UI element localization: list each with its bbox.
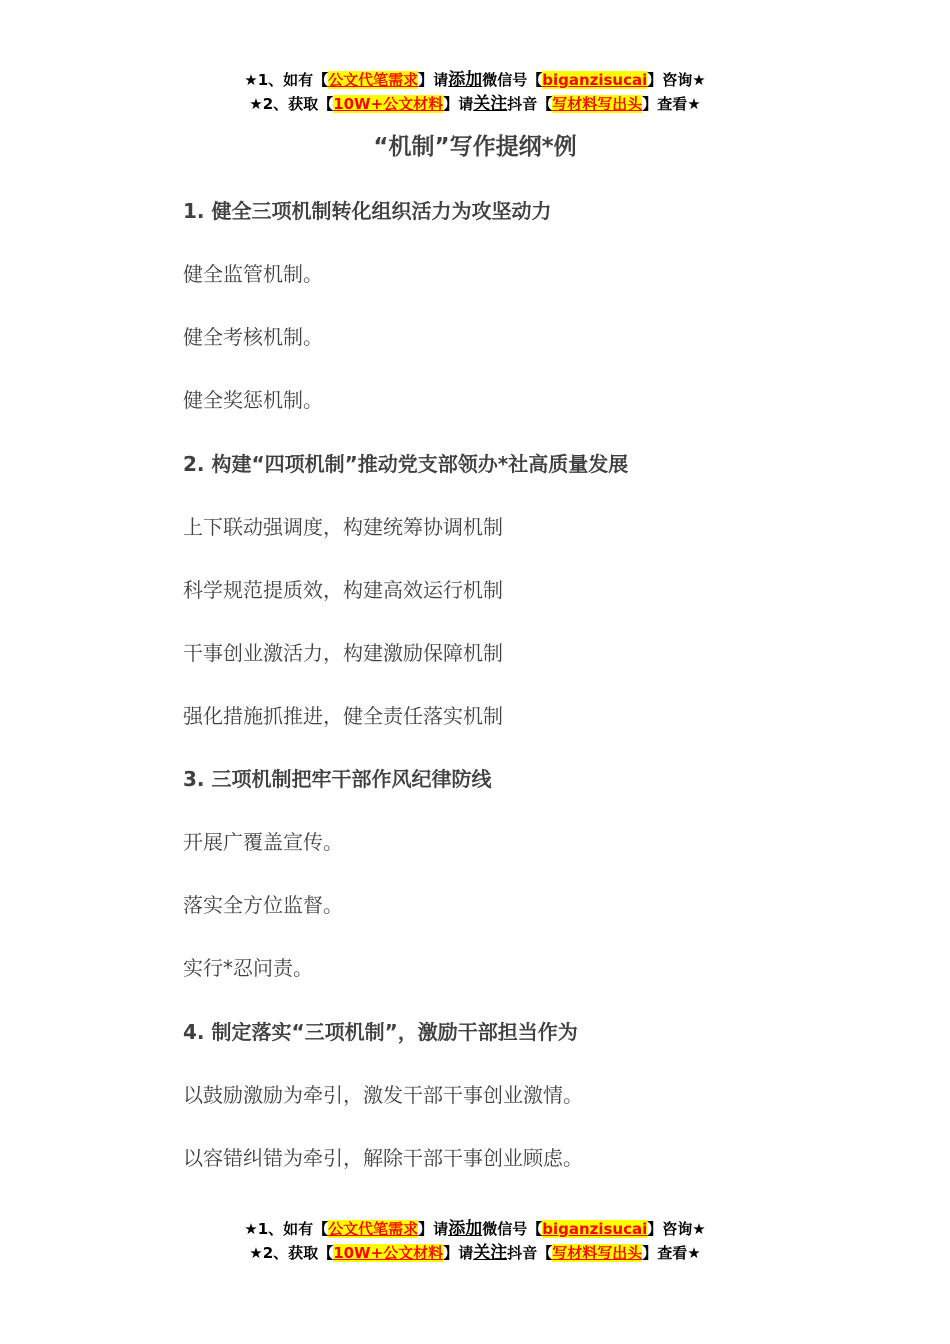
banner-emphasis: 添加 [448,1219,483,1239]
banner-line-2 [0,1241,950,1265]
banner-text: 抖音【 [507,95,553,113]
banner-line-1 [0,1217,950,1241]
banner-line-1 [0,68,950,92]
banner-text: ★1、如有【 [244,71,329,89]
section-item: 健全考核机制。 [183,325,323,349]
banner-highlight: 10W+公文材料 [333,95,444,113]
header-banner [0,68,950,116]
section-item: 以容错纠错为牵引，解除干部干事创业顾虑。 [183,1146,583,1170]
banner-text: 抖音【 [507,1244,553,1262]
section-item: 以鼓励激励为牵引，激发干部干事创业激情。 [183,1083,583,1107]
banner-text: 】查看★ [642,95,701,113]
banner-emphasis: 关注 [473,94,508,114]
banner-text: 】请 [443,95,474,113]
banner-highlight: 公文代笔需求 [328,71,419,89]
banner-text: 】请 [418,1220,449,1238]
banner-line-2 [0,92,950,116]
banner-text: 微信号【 [482,71,543,89]
banner-text: ★1、如有【 [244,1220,329,1238]
section-heading: 4. 制定落实“三项机制”，激励干部担当作为 [183,1020,578,1044]
banner-text: 】咨询★ [647,71,706,89]
banner-douyin-id: 写材料写出头 [552,1244,643,1262]
section-heading: 2. 构建“四项机制”推动党支部领办*社高质量发展 [183,452,629,476]
banner-text: ★2、获取【 [249,1244,334,1262]
banner-emphasis: 关注 [473,1243,508,1263]
section-item: 健全奖惩机制。 [183,388,323,412]
section-item: 实行*忍问责。 [183,956,313,980]
section-item: 健全监管机制。 [183,262,323,286]
banner-text: 】请 [443,1244,474,1262]
banner-text: 微信号【 [482,1220,543,1238]
banner-text: 】查看★ [642,1244,701,1262]
banner-douyin-id: 写材料写出头 [552,95,643,113]
banner-wechat-id: biganzisucai [542,1220,648,1238]
section-heading: 1. 健全三项机制转化组织活力为攻坚动力 [183,199,552,223]
footer-banner [0,1217,950,1265]
section-item: 强化措施抓推进，健全责任落实机制 [183,704,503,728]
section-item: 上下联动强调度，构建统筹协调机制 [183,515,503,539]
banner-highlight: 公文代笔需求 [328,1220,419,1238]
section-item: 科学规范提质效，构建高效运行机制 [183,578,503,602]
banner-text: 】咨询★ [647,1220,706,1238]
section-item: 开展广覆盖宣传。 [183,830,343,854]
banner-text: ★2、获取【 [249,95,334,113]
section-item: 干事创业激活力，构建激励保障机制 [183,641,503,665]
banner-text: 】请 [418,71,449,89]
banner-wechat-id: biganzisucai [542,71,648,89]
document-title: “机制”写作提纲*例 [373,134,577,160]
section-item: 落实全方位监督。 [183,893,343,917]
banner-emphasis: 添加 [448,70,483,90]
banner-highlight: 10W+公文材料 [333,1244,444,1262]
section-heading: 3. 三项机制把牢干部作风纪律防线 [183,767,492,791]
